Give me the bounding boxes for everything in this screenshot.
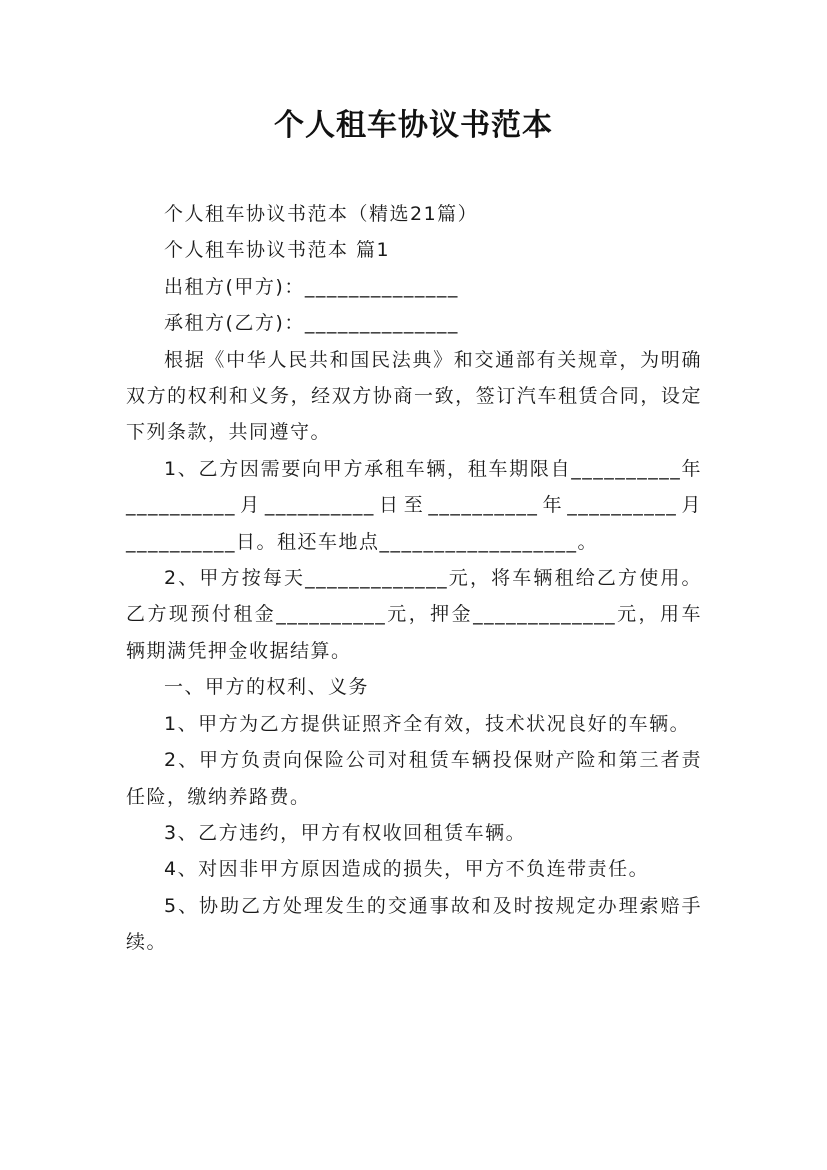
paragraph-heading-party-a: 一、甲方的权利、义务 [164, 676, 370, 699]
paragraph-collection-title: 个人租车协议书范本（精选21篇） [164, 203, 479, 225]
document-body [126, 196, 702, 961]
paragraph-clause-2: 2、甲方按每天_____________元，将车辆租给乙方使用。乙方现预付租金__________元，押金_____________元，用车辆期满凭押金收据结算。 [126, 567, 702, 662]
paragraph-party-a-item-4: 4、对因非甲方原因造成的损失，甲方不负连带责任。 [164, 858, 650, 881]
paragraph-party-a-item-5: 5、协助乙方处理发生的交通事故和及时按规定办理索赔手续。 [126, 894, 702, 954]
document-title: 个人租车协议书范本 [274, 108, 553, 143]
paragraph-lessee-line: 承租方(乙方)：______________ [164, 312, 459, 335]
paragraph-section-heading: 个人租车协议书范本 篇1 [164, 239, 391, 262]
paragraph-lessor-line: 出租方(甲方)：______________ [164, 275, 459, 298]
paragraph-preamble: 根据《中华人民共和国民法典》和交通部有关规章，为明确双方的权利和义务，经双方协商一致，签订汽车租赁合同，设定下列条款，共同遵守。 [126, 348, 702, 444]
paragraph-party-a-item-2: 2、甲方负责向保险公司对租赁车辆投保财产险和第三者责任险，缴纳养路费。 [126, 749, 702, 808]
paragraph-party-a-item-1: 1、甲方为乙方提供证照齐全有效，技术状况良好的车辆。 [164, 712, 691, 735]
paragraph-party-a-item-3: 3、乙方违约，甲方有权收回租赁车辆。 [164, 821, 527, 844]
paragraph-clause-1: 1、乙方因需要向甲方承租车辆，租车期限自__________年__________月__________日至__________年__________月__________日。租还车地点__________________。 [126, 457, 702, 553]
